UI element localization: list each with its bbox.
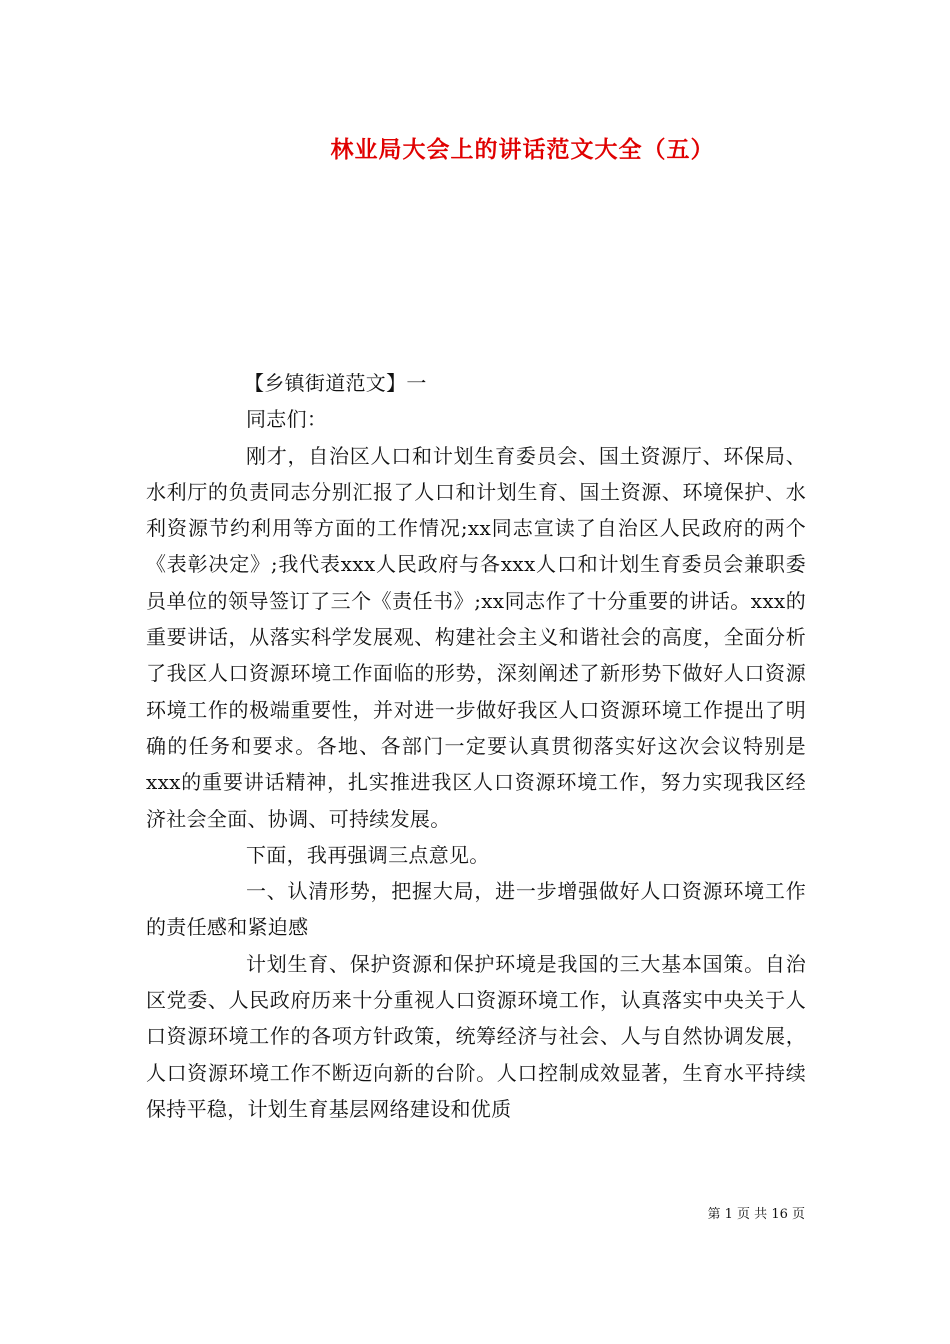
section-label: 【乡镇街道范文】一 <box>244 371 427 395</box>
paragraph: 刚才，自治区人口和计划生育委员会、国土资源厅、环保局、水利厅的负责同志分别汇报了人口和计划生育、国土资源、环境保护、水利资源节约利用等方面的工作情况;xx同志宣读了自治区人民政府的两个《表彰决定》;我代表xxx人民政府与各xxx人口和计划生育委员会兼职委员单位的领导签订了三个《责任书》;xx同志作了十分重要的讲话。xxx的重要讲话，从落实科学发展观、构建社会主义和谐社会的高度，全面分析了我区人口资源环境工作面临的形势，深刻阐述了新形势下做好人口资源环境工作的极端重要性，并对进一步做好我区人口资源环境工作提出了明确的任务和要求。各地、各部门一定要认真贯彻落实好这次会议特别是xxx的重要讲话精神，扎实推进我区人口资源环境工作，努力实现我区经济社会全面、协调、可持续发展。 <box>146 443 806 831</box>
page-number: 第 1 页 共 16 页 <box>707 1207 805 1222</box>
document-title: 林业局大会上的讲话范文大全（五） <box>330 136 715 163</box>
salutation: 同志们： <box>246 407 328 432</box>
document-body <box>146 365 806 1127</box>
section-heading: 一、认清形势，把握大局，进一步增强做好人口资源环境工作的责任感和紧迫感 <box>146 879 806 940</box>
paragraph: 计划生育、保护资源和保护环境是我国的三大基本国策。自治区党委、人民政府历来十分重视人口资源环境工作，认真落实中央关于人口资源环境工作的各项方针政策，统筹经济与社会、人与自然协调发展，人口资源环境工作不断迈向新的台阶。人口控制成效显著，生育水平持续保持平稳，计划生育基层网络建设和优质 <box>146 951 806 1121</box>
paragraph: 下面，我再强调三点意见。 <box>246 842 490 867</box>
